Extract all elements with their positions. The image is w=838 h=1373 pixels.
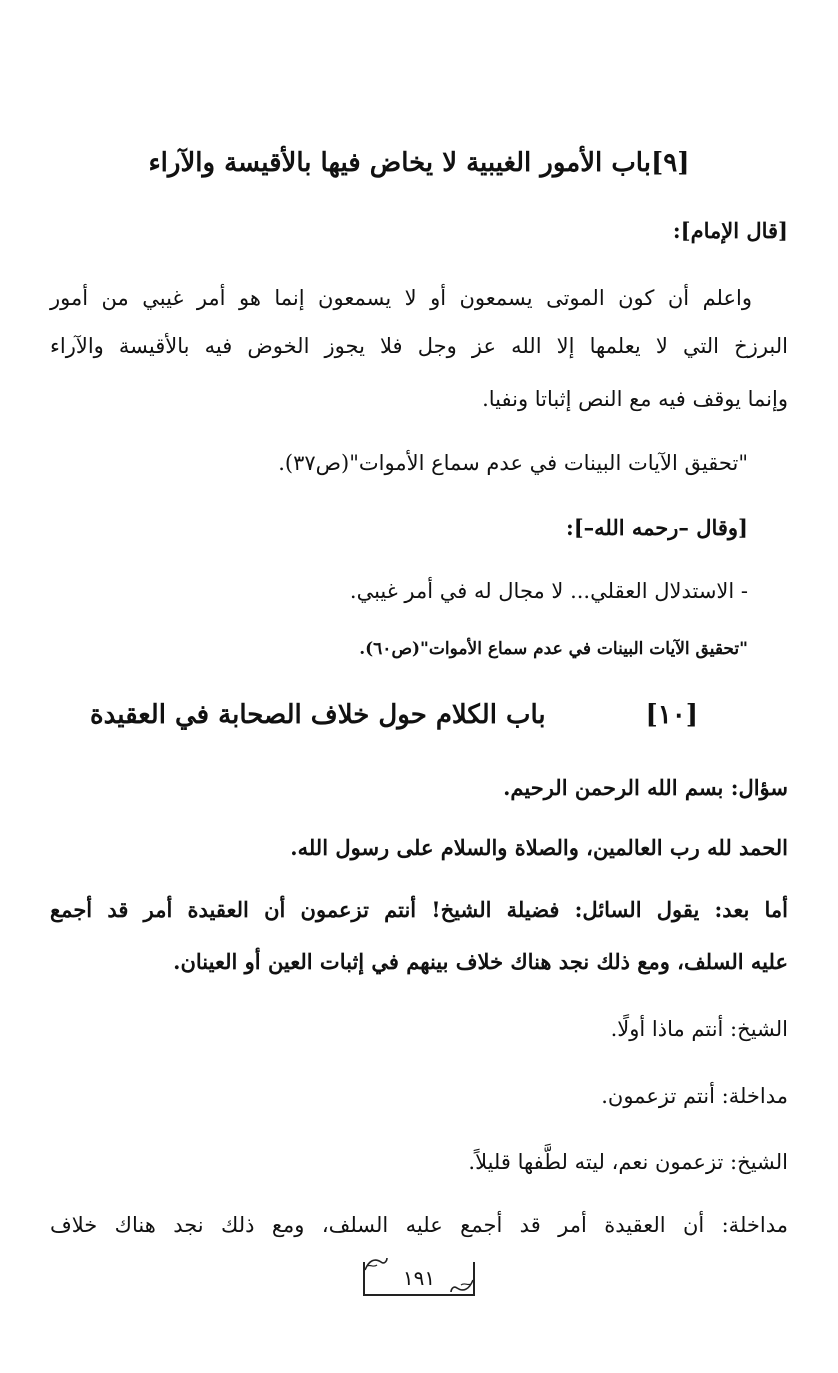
reference-2: "تحقيق الآيات البينات في عدم سماع الأموات"(ص٦٠).	[359, 639, 748, 659]
page-number: ١٩١	[402, 1266, 436, 1290]
dialogue-sheikh-1: الشيخ: أنتم ماذا أولًا.	[610, 1017, 788, 1041]
paragraph-line: عليه السلف، ومع ذلك نجد هناك خلاف بينهم في إثبات العين أو العينان.	[173, 949, 788, 974]
paragraph-line: وإنما يوقف فيه مع النص إثباتا ونفيا.	[482, 387, 788, 411]
paragraph-line: واعلم أن كون الموتى يسمعون أو لا يسمعون إنما هو أمر غيبي من أمور	[50, 286, 752, 310]
section-10-title: باب الكلام حول خلاف الصحابة في العقيدة	[90, 700, 546, 730]
dialogue-interject-1: مداخلة: أنتم تزعمون.	[601, 1084, 788, 1108]
paragraph-line: البرزخ التي لا يعلمها إلا الله عز وجل فلا يجوز الخوض فيه بالأقيسة والآراء	[50, 334, 788, 358]
dialogue-sheikh-2: الشيخ: تزعمون نعم، ليته لطَّفها قليلاً.	[468, 1150, 788, 1174]
section-9-heading: [٩]باب الأمور الغيبية لا يخاض فيها بالأقيسة والآراء	[148, 148, 690, 178]
page-footer	[0, 1262, 838, 1296]
dialogue-interject-2: مداخلة: أن العقيدة أمر قد أجمع عليه السلف، ومع ذلك نجد هناك خلاف	[50, 1213, 788, 1237]
page-number-frame	[363, 1262, 475, 1296]
label-said: [وقال –رحمه الله–]:	[565, 515, 748, 540]
ornament-icon	[363, 1256, 389, 1272]
praise-line: الحمد لله رب العالمين، والصلاة والسلام على رسول الله.	[290, 835, 788, 860]
label-imam: [قال الإمام]:	[672, 218, 788, 243]
section-10-number: [١٠]	[645, 700, 698, 730]
quote-line: - الاستدلال العقلي... لا مجال له في أمر غيبي.	[349, 579, 748, 603]
question-line: سؤال: بسم الله الرحمن الرحيم.	[503, 775, 788, 800]
paragraph-line: أما بعد: يقول السائل: فضيلة الشيخ! أنتم تزعمون أن العقيدة أمر قد أجمع	[50, 897, 788, 922]
ornament-icon	[449, 1278, 475, 1294]
reference-1: "تحقيق الآيات البينات في عدم سماع الأموات"(ص٣٧).	[278, 451, 748, 475]
section-10-heading	[90, 700, 698, 740]
